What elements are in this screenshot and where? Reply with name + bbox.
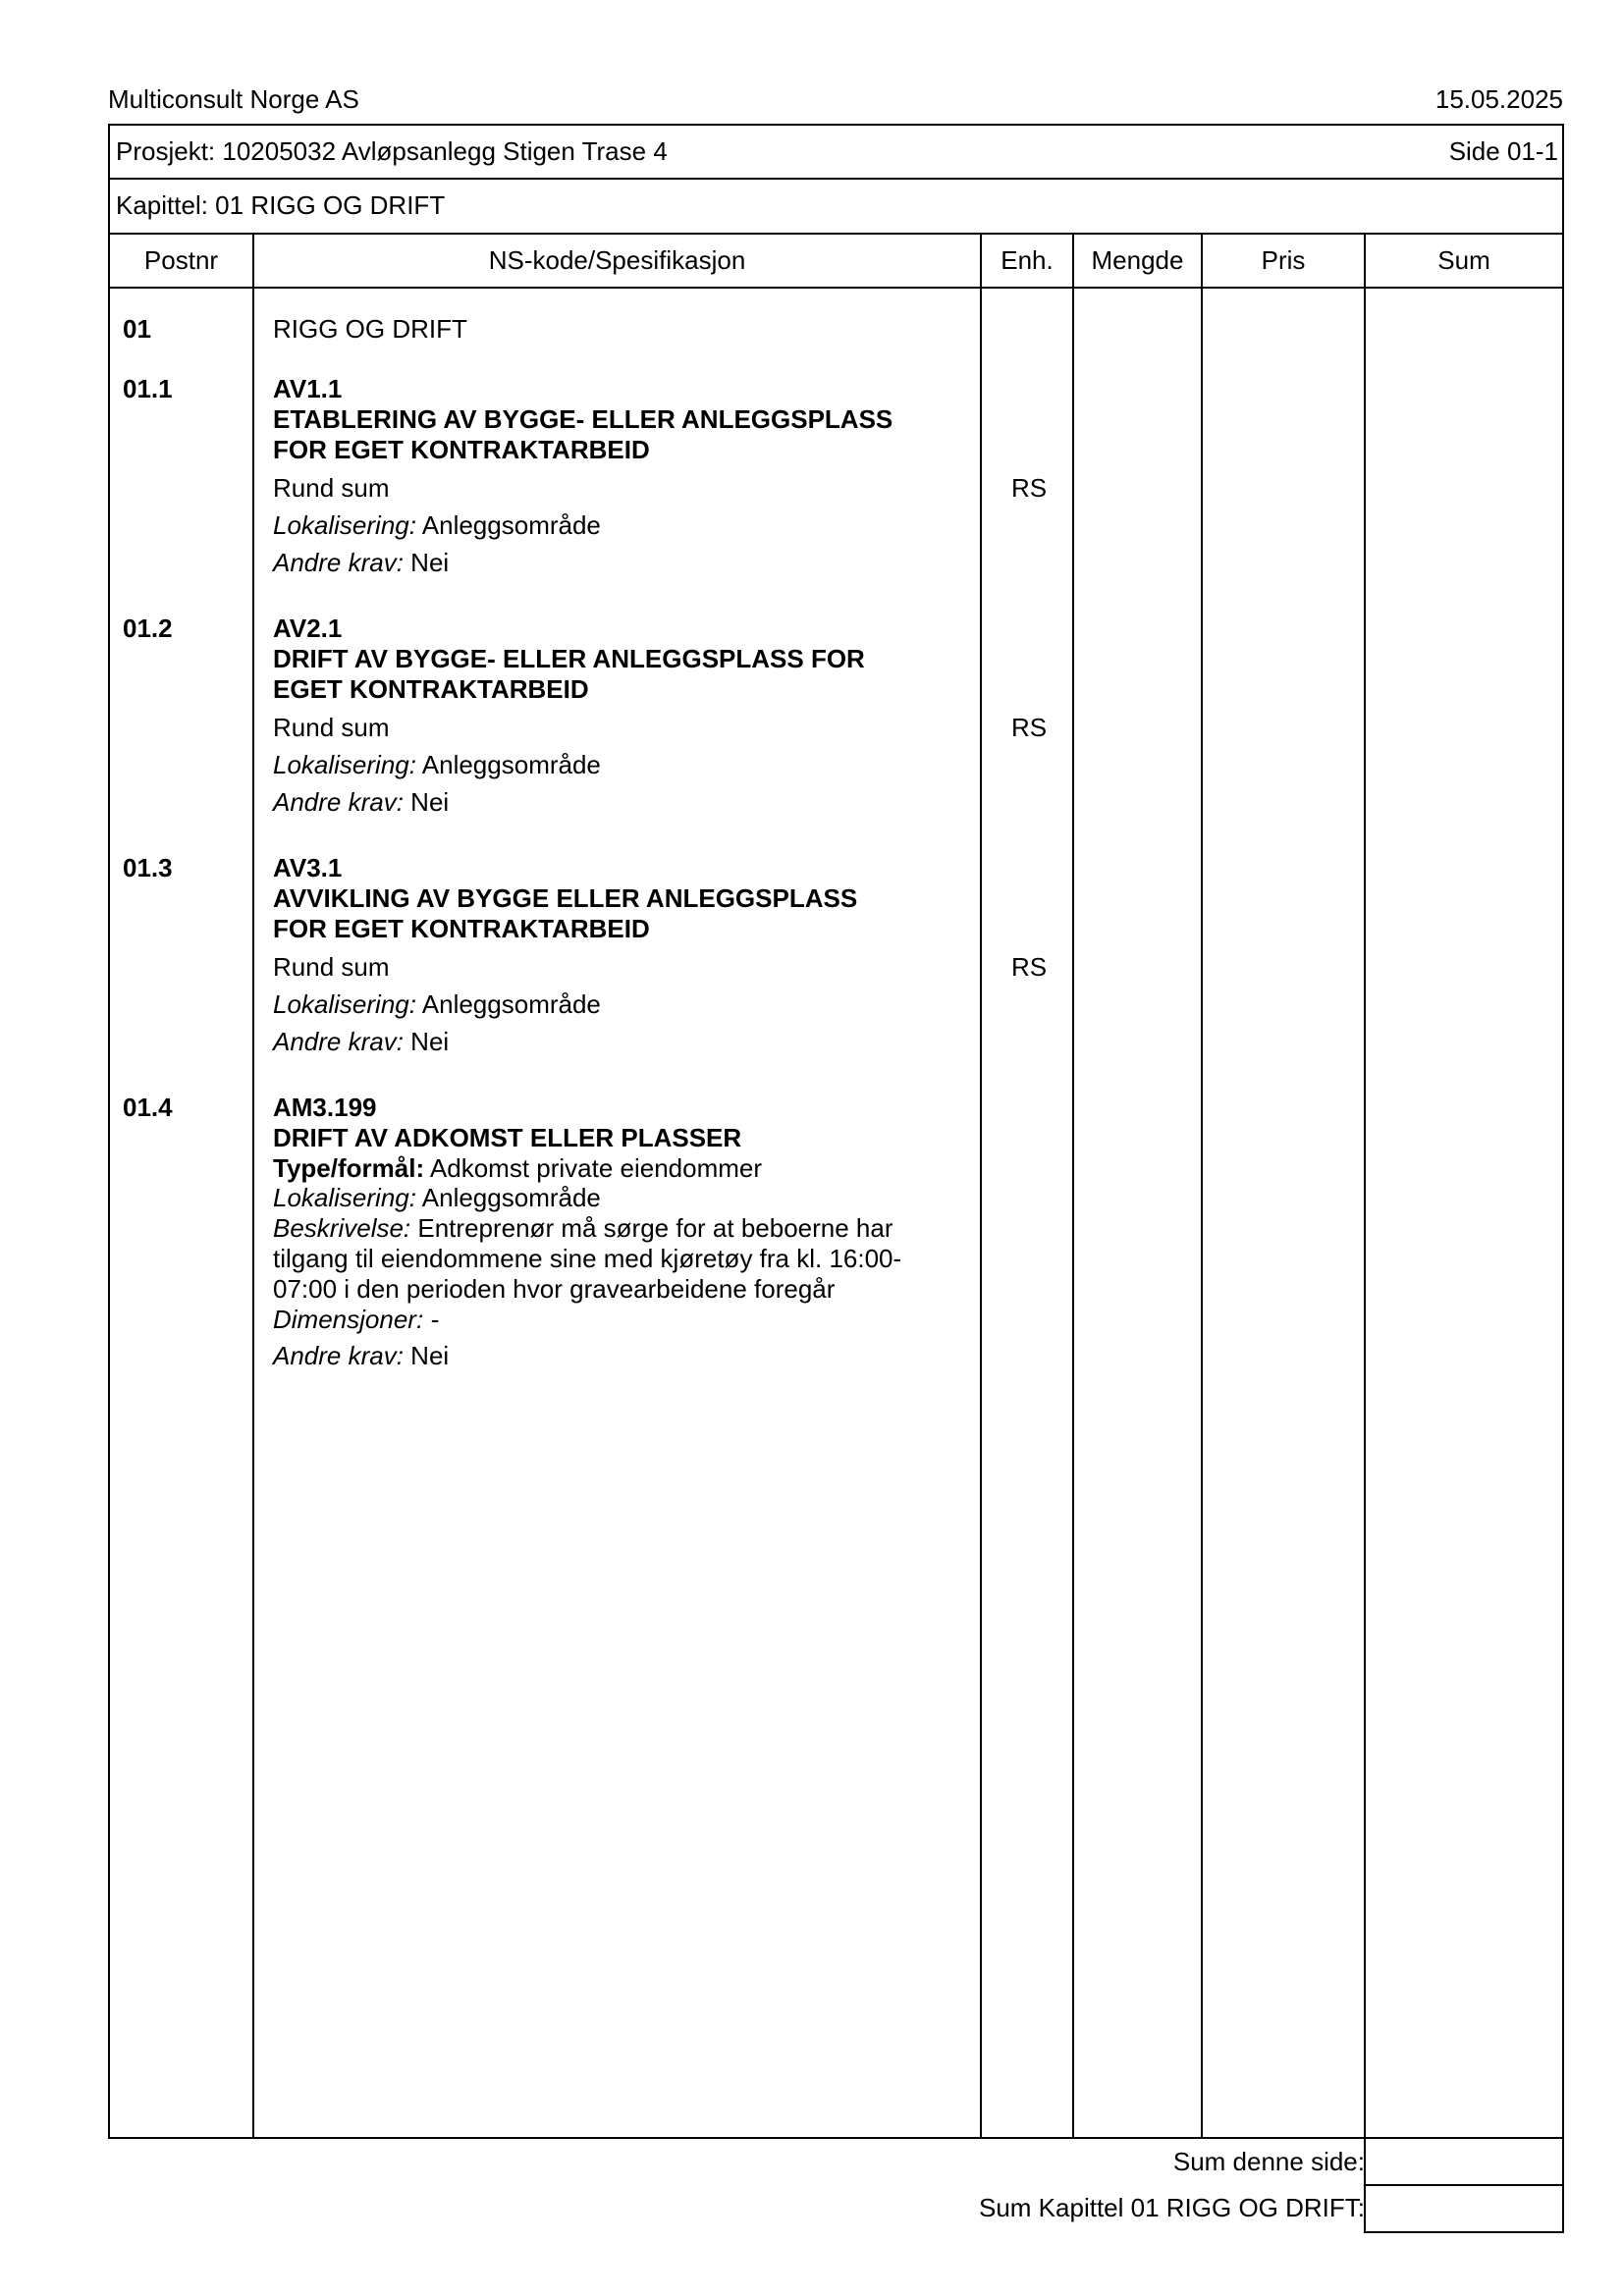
requirements-value: Nei (403, 1027, 450, 1056)
column-header-sum: Sum (1437, 245, 1490, 275)
sum-page-label: Sum denne side: (1172, 2147, 1365, 2176)
item-location (273, 750, 601, 779)
location-label: Lokalisering: (273, 750, 416, 779)
column-header-postnr: Postnr (143, 245, 219, 275)
col-divider-2 (980, 233, 982, 2139)
col-divider-5 (1364, 233, 1366, 2139)
type-value: Adkomst private eiendommer (424, 1153, 763, 1183)
item-other-requirements (273, 548, 449, 577)
item-description (273, 1213, 893, 1243)
ns-code: AV2.1 (273, 614, 343, 643)
divider-project (108, 178, 1564, 180)
item-unit: RS (1011, 952, 1048, 982)
item-description: Rund sum (273, 713, 390, 742)
item-other-requirements (273, 787, 449, 817)
col-divider-1 (252, 233, 254, 2139)
location-label: Lokalisering: (273, 989, 416, 1019)
item-location (273, 1183, 601, 1212)
location-value: Anleggsområde (415, 989, 601, 1019)
column-header-quantity: Mengde (1091, 245, 1184, 275)
item-heading: ETABLERING AV BYGGE- ELLER ANLEGGSPLASS (273, 404, 893, 434)
item-description-line: tilgang til eiendommene sine med kjøretøy fra kl. 16:00- (273, 1244, 902, 1273)
item-location (273, 989, 601, 1019)
sum-chapter-cell (1364, 2184, 1564, 2233)
type-label: Type/formål: (273, 1153, 425, 1183)
item-postnr: 01.4 (123, 1093, 173, 1122)
item-other-requirements (273, 1341, 449, 1370)
item-other-requirements (273, 1027, 449, 1056)
item-description: Rund sum (273, 473, 390, 503)
ns-code: AM3.199 (273, 1093, 377, 1122)
requirements-value: Nei (403, 1341, 450, 1370)
col-divider-3 (1072, 233, 1074, 2139)
location-label: Lokalisering: (273, 1183, 416, 1212)
description-text: Entreprenør må sørge for at beboerne har (410, 1213, 893, 1243)
item-description: Rund sum (273, 952, 390, 982)
item-unit: RS (1011, 473, 1048, 503)
requirements-value: Nei (403, 787, 450, 817)
column-header-price: Pris (1261, 245, 1306, 275)
item-location (273, 510, 601, 540)
item-postnr: 01.1 (123, 374, 173, 403)
page-number: Side 01-1 (1448, 136, 1558, 166)
item-description-line: 07:00 i den perioden hvor gravearbeidene foregår (273, 1274, 836, 1304)
column-header-spec: NS-kode/Spesifikasjon (488, 245, 746, 275)
sum-chapter-label: Sum Kapittel 01 RIGG OG DRIFT: (979, 2193, 1365, 2222)
description-label: Beskrivelse: (273, 1213, 411, 1243)
location-value: Anleggsområde (415, 1183, 601, 1212)
item-heading: DRIFT AV BYGGE- ELLER ANLEGGSPLASS FOR (273, 644, 865, 673)
chapter-heading: RIGG OG DRIFT (273, 314, 467, 344)
chapter-title: Kapittel: 01 RIGG OG DRIFT (116, 190, 446, 220)
ns-code: AV1.1 (273, 374, 343, 403)
divider-colheader (108, 287, 1564, 289)
ns-code: AV3.1 (273, 853, 343, 882)
sum-page-cell (1364, 2137, 1564, 2186)
requirements-label: Andre krav: (273, 787, 404, 817)
item-heading: AVVIKLING AV BYGGE ELLER ANLEGGSPLASS (273, 883, 858, 913)
location-value: Anleggsområde (415, 750, 601, 779)
company-name: Multiconsult Norge AS (108, 84, 359, 114)
project-title: Prosjekt: 10205032 Avløpsanlegg Stigen Trase 4 (116, 136, 668, 166)
requirements-label: Andre krav: (273, 1027, 404, 1056)
column-header-unit: Enh. (1001, 245, 1054, 275)
location-value: Anleggsområde (415, 510, 601, 540)
item-postnr: 01.2 (123, 614, 173, 643)
item-type (273, 1153, 762, 1183)
item-dimensions: Dimensjoner: - (273, 1305, 440, 1334)
location-label: Lokalisering: (273, 510, 416, 540)
item-postnr: 01.3 (123, 853, 173, 882)
col-divider-4 (1201, 233, 1203, 2139)
item-heading: DRIFT AV ADKOMST ELLER PLASSER (273, 1123, 742, 1152)
item-heading: FOR EGET KONTRAKTARBEID (273, 914, 650, 943)
requirements-label: Andre krav: (273, 1341, 404, 1370)
divider-chapter (108, 233, 1564, 235)
item-heading: FOR EGET KONTRAKTARBEID (273, 435, 650, 464)
item-heading: EGET KONTRAKTARBEID (273, 674, 589, 704)
document-date: 15.05.2025 (1434, 84, 1563, 114)
item-postnr: 01 (123, 314, 151, 344)
requirements-label: Andre krav: (273, 548, 404, 577)
requirements-value: Nei (403, 548, 450, 577)
item-unit: RS (1011, 713, 1048, 742)
